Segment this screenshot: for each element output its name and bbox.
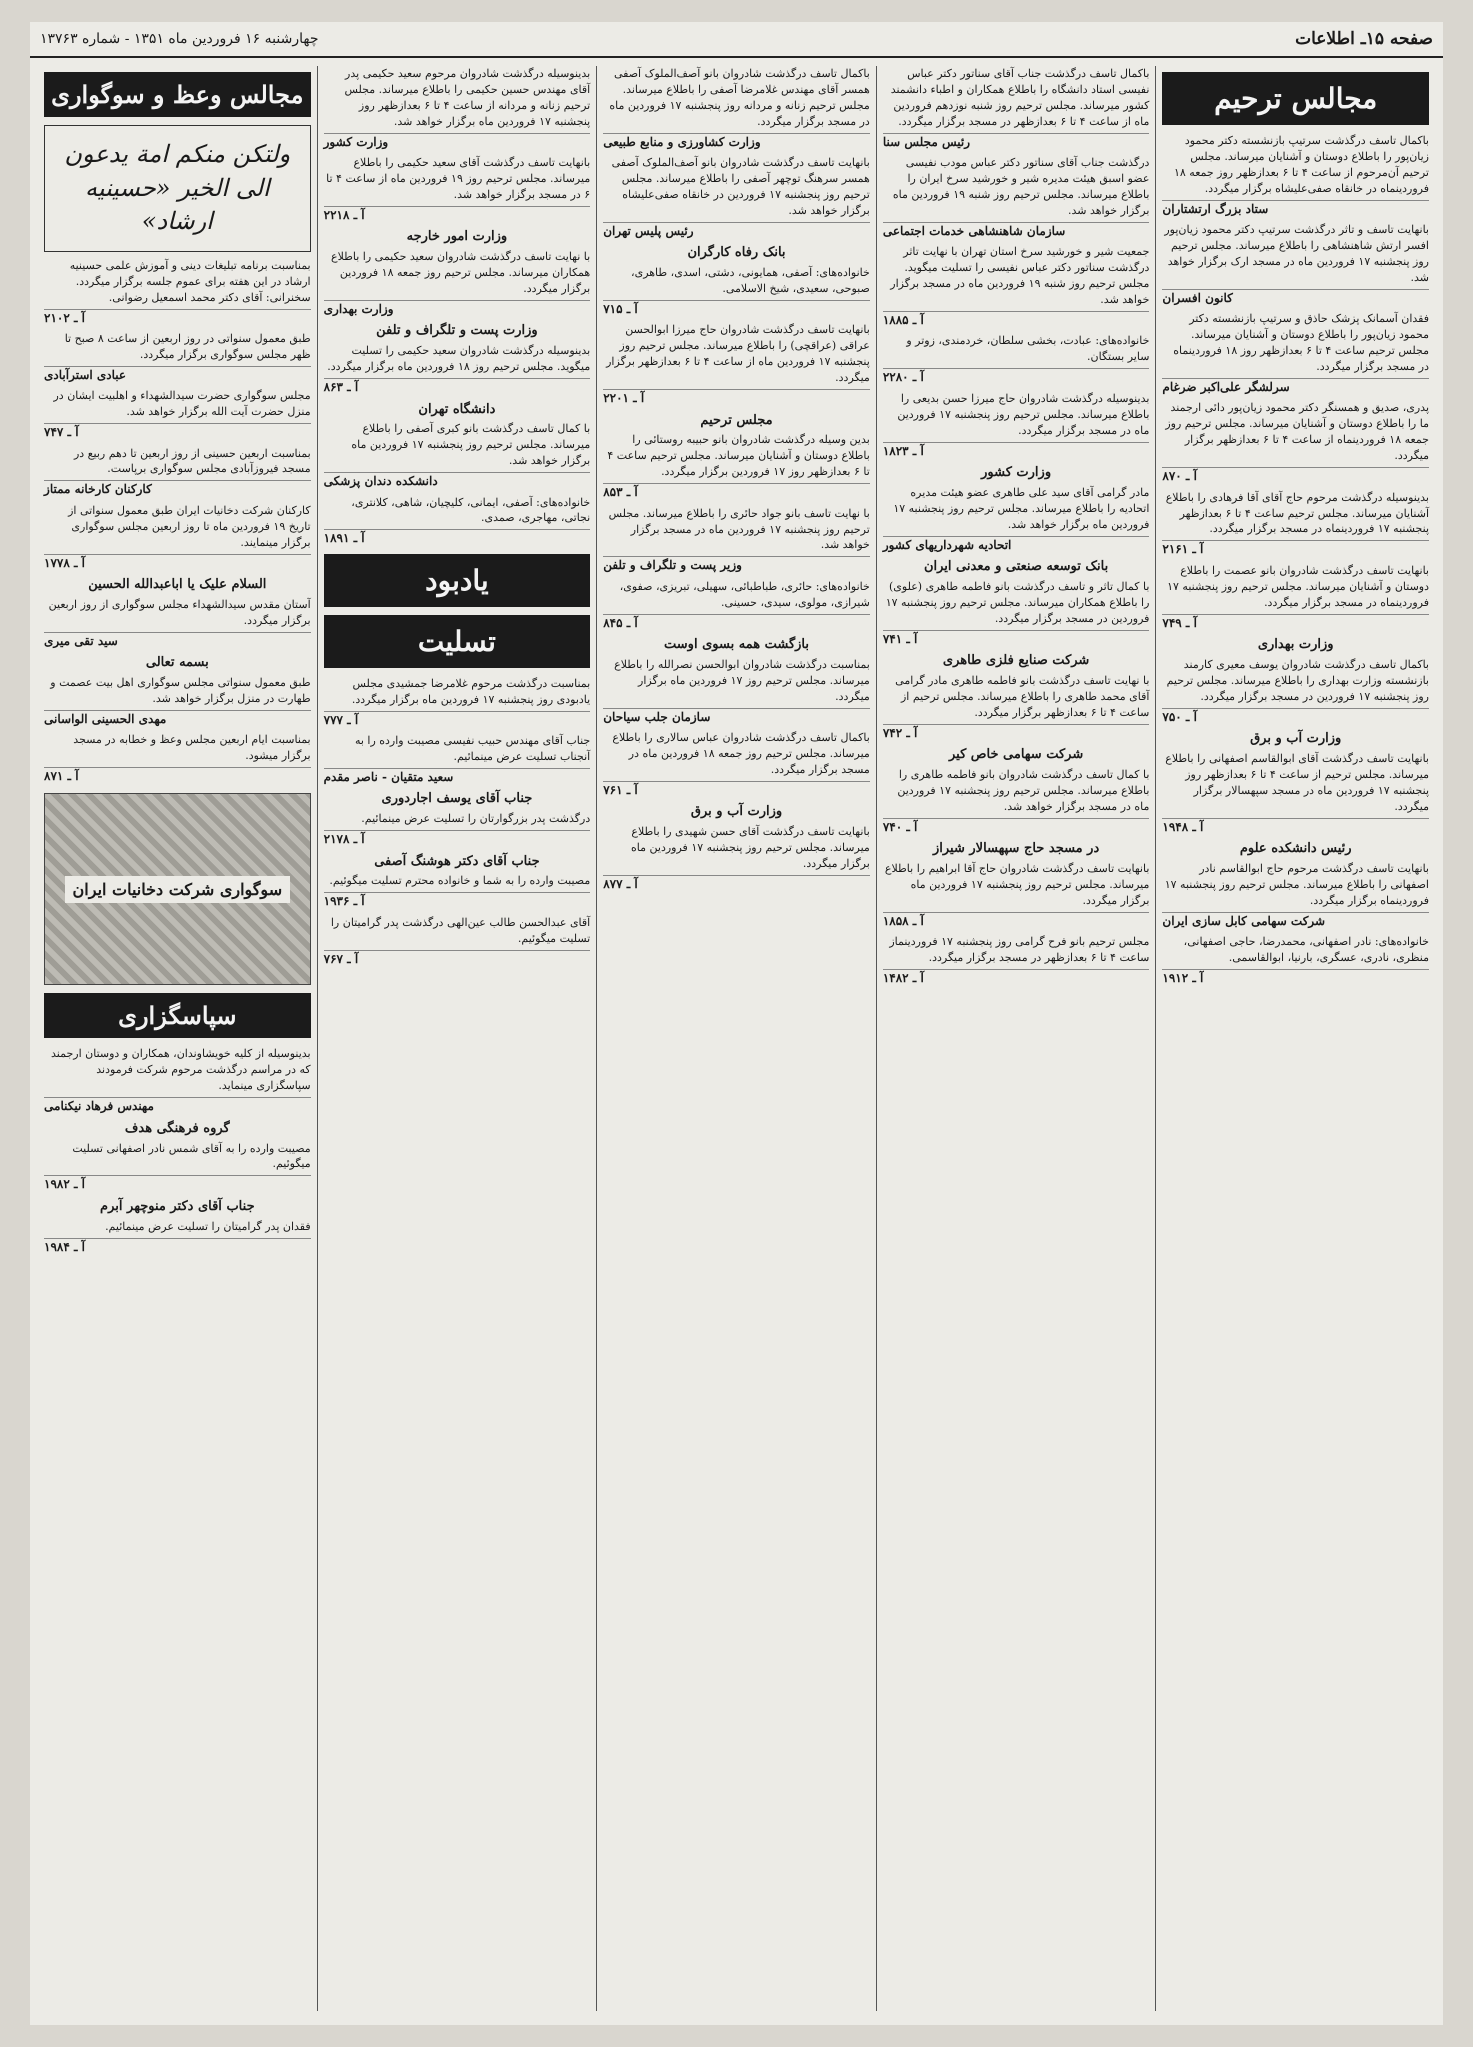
notice-body: بانهایت تاسف درگذشت شادروان حاج آقا ابراهیم را باطلاع میرساند. مجلس ترحیم روز پنجشنبه ۱۷ فروردین ماه برگزار میگردد. (883, 861, 1150, 913)
notice-signature: آ ـ ۱۷۷۸ (44, 555, 86, 570)
notice-signature: عبادی استرآبادی (44, 367, 127, 382)
notice-signature: آ ـ ۷۴۲ (882, 725, 918, 740)
notice (1162, 490, 1429, 559)
notice-body: خانواده‌های: نادر اصفهانی، محمدرضا، حاجی اصفهانی، منظری، نادری، عسگری، بارنیا، ابوالقاسمی. (1162, 934, 1429, 970)
notice-body: پدری، صدیق و همسنگر دکتر محمود زیان‌پور دائی ارجمند ما را باطلاع دوستان و آشنایان میرساند. مجلس ترحیم روز جمعه ۱۸ فروردینماه از ساعت ۴ تا ۶ بعدازظهر برگزار میگردد. (1162, 400, 1429, 468)
notice-body: طبق معمول سنواتی در روز اربعین از ساعت ۸ صبح تا ظهر مجلس سوگواری برگزار میگردد. (44, 331, 311, 367)
notice-signature: آ ـ ۱۸۲۳ (882, 443, 924, 458)
notice-signature: آ ـ ۱۸۵۸ (882, 913, 924, 928)
notice-signature: آ ـ ۱۹۸۴ (44, 1239, 86, 1254)
notice-signature: آ ـ ۷۴۹ (1162, 615, 1197, 630)
notice-signature: کارکنان کارخانه ممتاز (44, 482, 152, 497)
notice-title: السلام علیک یا اباعبدالله الحسین (88, 576, 267, 592)
notice-signature: آ ـ ۱۹۸۲ (44, 1177, 86, 1192)
notice-signature: آ ـ ۷۴۰ (882, 819, 918, 834)
notice-signature: آ ـ ۱۸۹۱ (323, 531, 365, 546)
notice (883, 840, 1150, 930)
column-notices (44, 258, 311, 786)
notice (324, 322, 591, 396)
notice (603, 155, 870, 240)
column-notices (1162, 133, 1429, 987)
notice-body: بانهایت تاسف درگذشت آقای سعید حکیمی را باطلاع میرساند. مجلس ترحیم روز ۱۹ فروردین ماه از ساعت ۴ تا ۶ در مسجد برگزار خواهد شد. (324, 155, 591, 207)
notice-body: بانهایت تاسف درگذشت شادروان بانو آصف‌الملوک آصفی همسر سرهنگ توچهر آصفی را باطلاع میرساند. مجلس ترحیم روز پنجشنبه ۱۷ فروردین در خانقاه صفی‌علیشاه برگزار خواهد شد. (603, 155, 870, 223)
notice (883, 464, 1150, 554)
notice (324, 915, 591, 968)
notice-signature: آ ـ ۷۴۷ (44, 425, 79, 440)
issue-date: چهارشنبه ۱۶ فروردین ماه ۱۳۵۱ - شماره ۱۳۷۶۳ (40, 31, 319, 47)
notice (44, 1120, 311, 1194)
notice-body: مصیبت وارده را به شما و خانواده محترم تسلیت میگوئیم. (324, 873, 591, 893)
notice-title: بانک رفاه کارگران (687, 245, 786, 261)
notice-body: بمناسبت درگذشت مرحوم غلامرضا جمشیدی مجلس یادبودی روز پنجشنبه ۱۷ فروردین ماه برگزار میگردد. (324, 676, 591, 712)
notice (1162, 133, 1429, 218)
notice-body: بانهایت تاسف و تاثر درگذشت سرتیپ دکتر محمود زیان‌پور افسر ارتش شاهنشاهی را باطلاع میرساند. مجلس ترحیم روز پنجشنبه ۱۷ فروردین ماه در مسجد ارک برگزار خواهد شد. (1162, 222, 1429, 290)
column-notices (883, 66, 1150, 987)
notice-title: گروه فرهنگی هدف (124, 1120, 230, 1136)
column-1 (1155, 66, 1435, 2011)
notice (324, 155, 591, 224)
notice-signature: آ ـ ۷۶۷ (323, 951, 359, 966)
notice-body: بمناسبت ایام اربعین مجلس وعظ و خطابه در مسجد برگزار میشود. (44, 732, 311, 768)
notice-signature: آ ـ ۲۱۰۲ (44, 310, 86, 325)
notice-signature: مهندس فرهاد نیکنامی (44, 1099, 154, 1114)
notice-signature: آ ـ ۸۷۰ (1162, 469, 1197, 484)
notice-body: بمناسبت درگذشت شادروان ابوالحسن نصرالله را باطلاع میرساند. مجلس ترحیم روز ۱۷ فروردین ماه برگزار میگردد. (603, 657, 870, 709)
notice-signature: آ ـ ۲۱۷۸ (323, 832, 365, 847)
banner-yadbood: یادبود (324, 554, 591, 607)
notice-signature: آ ـ ۲۱۶۱ (1162, 542, 1204, 557)
notice-title: بانک توسعه صنعتی و معدنی ایران (923, 558, 1109, 574)
column-notices (44, 1046, 311, 1255)
notice (1162, 934, 1429, 987)
notice-signature: آ ـ ۷۶۱ (603, 782, 638, 797)
notice (324, 228, 591, 318)
notice (603, 579, 870, 632)
notice (44, 446, 311, 499)
notice (44, 503, 311, 572)
notice-title: وزارت پست و تلگراف و تلفن (376, 323, 538, 339)
notice-title: وزارت آب و برق (690, 804, 783, 820)
notice-signature: سید تقی میری (44, 633, 118, 648)
notice-signature: آ ـ ۸۷۷ (603, 876, 638, 891)
notice-body: مصیبت وارده را به آقای شمس نادر اصفهانی تسلیت میگوئیم. (44, 1141, 311, 1177)
notice-signature: ستاد بزرگ ارتشتاران (1162, 201, 1269, 216)
notice (324, 853, 591, 911)
notice (883, 244, 1150, 329)
notice (1162, 730, 1429, 836)
notice-title: وزارت آب و برق (1250, 731, 1342, 747)
notice-signature: وزارت کشاورزی و منابع طبیعی (603, 134, 761, 149)
notice (1162, 840, 1429, 930)
notice-signature: آ ـ ۲۲۸۰ (882, 370, 924, 385)
notice (44, 1046, 311, 1115)
banner-majales-tarhim: مجالس ترحیم (1162, 72, 1429, 125)
notice (44, 331, 311, 384)
notice (883, 66, 1150, 151)
notice (324, 733, 591, 786)
notice-signature: آ ـ ۱۹۴۸ (1162, 819, 1204, 834)
notice-body: خانواده‌های: حائری، طباطبائی، سهیلی، تبریزی، صفوی، شیرازی، مولوی، سیدی، حسینی. (603, 579, 870, 615)
banner-sepasgozari: سپاسگزاری (44, 993, 311, 1038)
notice-signature: کانون افسران (1162, 290, 1233, 305)
notice (603, 244, 870, 318)
notice (44, 576, 311, 650)
notice-body: بمناسبت برنامه تبلیغات دینی و آموزش علمی حسینیه ارشاد در این هفته برای عموم جلسه برگزار میگردد. سخنرانی: آقای دکتر محمد اسمعیل رضوانی. (44, 258, 311, 310)
notice-body: بانهایت تاسف درگذشت آقای حسن شهیدی را باطلاع میرساند. مجلس ترحیم روز پنجشنبه ۱۷ فروردین ماه برگزار میگردد. (603, 824, 870, 876)
column-3 (596, 66, 876, 2011)
notice (883, 934, 1150, 987)
notice-body: خانواده‌های: عبادت، بخشی سلطان، خردمندی، زوتر و سایر بستگان. (883, 333, 1150, 369)
notice (883, 746, 1150, 836)
notice-title: وزارت کشور (981, 464, 1052, 480)
notice (1162, 222, 1429, 307)
columns (38, 66, 1435, 2011)
notice-body: بدین وسیله درگذشت شادروان بانو حبیبه روستائی را باطلاع دوستان و آشنایان میرساند. مجلس ترحیم ساعت ۴ تا ۶ بعدازظهر روز ۱۷ فروردین برگزار میگردد. (603, 432, 870, 484)
notice-body: بدینوسیله درگذشت شادروان مرحوم سعید حکیمی پدر آقای مهندس حسین حکیمی را باطلاع میرساند. مجلس ترحیم زنانه و مردانه از ساعت ۴ تا ۶ بعدازظهر روز پنجشنبه ۱۷ فروردین ماه برگزار خواهد شد. (324, 66, 591, 134)
notice (603, 322, 870, 407)
notice (883, 558, 1150, 648)
notice-signature: دانشکده دندان پزشکی (323, 474, 438, 489)
image-caption: سوگواری شرکت دخانیات ایران (65, 876, 291, 903)
notice-signature: آ ـ ۸۷۱ (44, 769, 79, 784)
notice-body: بدینوسیله درگذشت مرحوم حاج آقای آقا فرهادی را باطلاع آشنایان میرساند. مجلس ترحیم ساعت ۴ تا ۶ بعدازظهر پنجشنبه ۱۷ فروردینماه در مسجد برگزار میگردد. (1162, 490, 1429, 542)
notice-signature: آ ـ ۲۲۰۱ (603, 391, 645, 406)
notice-body: باکمال تاسف درگذشت شادروان بانو آصف‌الملوک آصفی همسر آقای مهندس غلامرضا آصفی را باطلاع میرساند. مجلس ترحیم زنانه و مردانه روز پنجشنبه ۱۷ فروردین ماه در مسجد برگزار میگردد. (603, 66, 870, 134)
notice-signature: مهدی الحسینی الواسانی (44, 711, 167, 726)
column-4 (317, 66, 597, 2011)
newspaper-page (30, 22, 1443, 2025)
notice-title: رئیس دانشکده علوم (1239, 841, 1352, 856)
notice-signature: آ ـ ۷۱۵ (603, 302, 638, 316)
notice-body: طبق معمول سنواتی مجلس سوگواری اهل بیت عصمت و طهارت در منزل برگزار خواهد شد. (44, 675, 311, 711)
notice-body: بانهایت تاسف درگذشت شادروان بانو عصمت را باطلاع دوستان و آشنایان میرساند. مجلس ترحیم روز پنجشنبه ۱۷ فروردینماه در مسجد برگزار میگردد. (1162, 563, 1429, 615)
notice-body: فقدان پدر گرامیتان را تسلیت عرض مینمائیم. (44, 1219, 311, 1239)
notice-signature: آ ـ ۷۵۰ (1162, 709, 1197, 724)
notice-body: آستان مقدس سیدالشهداء مجلس سوگواری از روز اربعین برگزار میگردد. (44, 597, 311, 633)
notice (1162, 400, 1429, 485)
notice-signature: آ ـ ۷۷۷ (323, 712, 359, 727)
notice-body: کارکنان شرکت دخانیات ایران طبق معمول سنواتی از تاریخ ۱۹ فروردین ماه تا روز اربعین مجلس سوگواری برگزار مینمایند. (44, 503, 311, 555)
notice-title: وزارت امور خارجه (406, 229, 508, 245)
notice (1162, 311, 1429, 396)
notice-body: مجلس سوگواری حضرت سیدالشهداء و اهلبیت ایشان در منزل حضرت آیت الله برگزار خواهد شد. (44, 388, 311, 424)
notice-title: وزارت بهداری (1257, 636, 1334, 652)
notice-body: با کمال تاسف درگذشت شادروان بانو فاطمه طاهری را باطلاع میرساند. مجلس ترحیم روز پنجشنبه ۱۷ فروردین ماه در مسجد برگزار خواهد شد. (883, 767, 1150, 819)
notice-body: بدینوسیله از کلیه خویشاوندان، همکاران و دوستان ارجمند که در مراسم درگذشت مرحوم شرکت فرمودند سپاسگزاری مینماید. (44, 1046, 311, 1098)
notice-signature: آ ـ ۲۲۱۸ (323, 207, 365, 222)
notice (1162, 636, 1429, 726)
column-5 (38, 66, 317, 2011)
notice-body: با نهایت تاسف درگذشت شادروان سعید حکیمی را باطلاع همکاران میرساند. مجلس ترحیم روز جمعه ۱۸ فروردین برگزار میگردد. (324, 249, 591, 301)
notice-body: بدینوسیله درگذشت شادروان حاج میرزا حسن بدیعی را باطلاع میرساند. مجلس ترحیم روز پنجشنبه ۱۷ فروردین ماه در مسجد برگزار میگردد. (883, 391, 1150, 443)
notice-body: باکمال تاسف درگذشت جناب آقای سناتور دکتر عباس نفیسی استاد دانشگاه را باطلاع همکاران و اطباء دانشمند کشور میرساند. مجلس ترحیم روز شنبه نوزدهم فروردین ماه از ساعت ۴ تا ۶ بعدازظهر در مسجد برگزار میگردد. (883, 66, 1150, 134)
notice (603, 803, 870, 893)
notice-title: دانشگاه تهران (418, 401, 496, 417)
notice-body: مجلس ترحیم بانو فرح گرامی روز پنجشنبه ۱۷ فروردینماز ساعت ۴ تا ۶ بعدازظهر در مسجد برگزار میگردد. (883, 934, 1150, 970)
notice-title: در مسجد حاج سپهسالار شیراز (932, 841, 1100, 857)
notice (883, 333, 1150, 386)
notice (324, 66, 591, 151)
notice-body: فقدان آسمانک پزشک حاذق و سرتیپ بازنشسته دکتر محمود زیان‌پور را باطلاع دوستان و آشنایان میرساند. مجلس ترحیم ساعت ۴ تا ۶ بعدازظهر روز ۱۸ فروردینماه در مسجد برگزار میگردد. (1162, 311, 1429, 379)
notice-title: شرکت سهامی خاص کیر (948, 747, 1084, 763)
notice-body: خانواده‌های: آصفی، همایونی، دشتی، اسدی، طاهری، صبوحی، سعیدی، شیخ الاسلامی. (603, 265, 870, 301)
notice-title: جناب آقای دکتر منوچهر آبرم (100, 1198, 255, 1214)
notice-body: با کمال تاسف درگذشت بانو کبری آصفی را باطلاع میرساند. مجلس ترحیم روز پنجشنبه ۱۷ فروردین ماه برگزار خواهد شد. (324, 421, 591, 473)
notice (603, 730, 870, 799)
notice (44, 388, 311, 441)
notice-body: آقای عبدالحسن طالب عین‌الهی درگذشت پدر گرامیتان را تسلیت میگوئیم. (324, 915, 591, 951)
notice-signature: سعید متقیان - ناصر مقدم (323, 769, 454, 784)
calligraphy-heading: ولتکن منکم امة یدعون الی الخیر «حسینیه ارشاد» (44, 125, 311, 252)
notice-body: با کمال تاثر و تاسف درگذشت بانو فاطمه طاهری (علوی) را باطلاع همکاران میرساند. مجلس ترحیم روز پنجشنبه ۱۷ فروردین در مسجد برگزار میگردد. (883, 579, 1150, 631)
notice-signature: آ ـ ۱۴۸۲ (882, 971, 924, 985)
notice (44, 654, 311, 728)
notice-body: با نهایت تاسف درگذشت بانو فاطمه طاهری مادر گرامی آقای محمد طاهری را باطلاع میرساند. مجلس ترحیم از ساعت ۴ تا ۶ بعدازظهر برگزار میگردد. (883, 673, 1150, 725)
notice-signature: آ ـ ۷۴۱ (882, 631, 918, 646)
notice (603, 506, 870, 575)
notice-signature: شرکت سهامی کابل سازی ایران (1162, 913, 1326, 928)
notice (603, 66, 870, 151)
notice-signature: رئیس پلیس تهران (603, 223, 694, 238)
column-notices (324, 66, 591, 548)
notice-signature: آ ـ ۱۹۱۲ (1162, 970, 1204, 985)
page-header (30, 22, 1443, 58)
notice-body: باکمال تاسف درگذشت شادروان عباس سالاری را باطلاع میرساند. مجلس ترحیم روز جمعه ۱۸ فروردین ماه در مسجد برگزار میگردد. (603, 730, 870, 782)
notice-signature: آ ـ ۱۹۳۶ (323, 894, 365, 909)
notice-body: خانواده‌های: آصفی، ایمانی، کلیچیان، شاهی، کلانتری، نجاتی، مهاجری، صمدی. (324, 495, 591, 531)
notice (324, 495, 591, 548)
notice-body: درگذشت پدر بزرگوارتان را تسلیت عرض مینمائیم. (324, 811, 591, 831)
notice-title: بازگشت همه بسوی اوست (664, 637, 809, 653)
column-notices (603, 66, 870, 893)
notice-signature: آ ـ ۸۶۳ (323, 380, 359, 395)
notice (883, 155, 1150, 240)
notice-body: جمعیت شیر و خورشید سرخ استان تهران با نهایت تاثر درگذشت سناتور دکتر عباس نفیسی را تسلیت میگوید. مجلس ترحیم روز شنبه ۱۹ فروردین ماه در مسجد برگزار خواهد شد. (883, 244, 1150, 312)
notice-title: مجلس ترحیم (700, 412, 773, 428)
notice-signature: سازمان جلب سیاحان (603, 709, 711, 724)
column-2 (876, 66, 1156, 2011)
column-notices (324, 676, 591, 968)
notice-body: با نهایت تاسف بانو جواد حائری را باطلاع میرساند. مجلس ترحیم روز پنجشنبه ۱۷ فروردین ماه در مسجد برگزار خواهد شد. (603, 506, 870, 558)
notice (883, 652, 1150, 742)
notice (44, 1198, 311, 1256)
notice-body: باکمال تاسف درگذشت شادروان یوسف معیری کارمند بازنشسته وزارت بهداری را باطلاع میرساند. مجلس ترحیم روز پنجشنبه ۱۷ فروردین در مسجد برگزار میگردد. (1162, 657, 1429, 709)
notice-signature: آ ـ ۸۵۳ (603, 485, 638, 500)
notice-body: باکمال تاسف درگذشت سرتیپ بازنشسته دکتر محمود زیان‌پور را باطلاع دوستان و آشنایان میرساند. مجلس ترحیم آن‌مرحوم از ساعت ۴ تا ۶ بعدازظهر روز جمعه ۱۸ فروردینماه در خانقاه صفی‌علیشاه برگزار میگردد. (1162, 133, 1429, 201)
notice-body: مادر گرامی آقای سید علی طاهری عضو هیئت مدیره اتحادیه را باطلاع میرساند. مجلس ترحیم روز پنجشنبه ۱۷ فروردین ماه برگزار خواهد شد. (883, 485, 1150, 537)
calligraphy-image (44, 793, 311, 985)
notice-signature: سازمان شاهنشاهی خدمات اجتماعی (882, 223, 1066, 238)
notice-signature: آ ـ ۱۸۸۵ (882, 313, 924, 328)
notice (44, 258, 311, 327)
notice-body: بانهایت تاسف درگذشت مرحوم حاج ابوالقاسم نادر اصفهانی را باطلاع میرساند. مجلس ترحیم روز پنجشنبه ۱۷ فروردینماه برگزار میگردد. (1162, 861, 1429, 913)
notice (883, 391, 1150, 460)
notice-signature: وزارت کشور (323, 134, 389, 149)
notice (1162, 563, 1429, 632)
notice (324, 401, 591, 491)
notice (324, 790, 591, 848)
notice-signature: سرلشگر علی‌اکبر ضرغام (1162, 380, 1290, 395)
notice-signature: آ ـ ۸۴۵ (603, 615, 638, 630)
banner-tasliyat: تسلیت (324, 615, 591, 668)
notice-body: درگذشت جناب آقای سناتور دکتر عباس مودب نفیسی عضو اسبق هیئت مدیره شیر و خورشید سرخ ایران را باطلاع میرساند. مجلس ترحیم روز شنبه ۱۹ فروردین ماه برگزار خواهد شد. (883, 155, 1150, 223)
notice-body: بانهایت تاسف درگذشت آقای ابوالقاسم اصفهانی را باطلاع میرساند. مجلس ترحیم از ساعت ۴ تا ۶ بعدازظهر روز پنجشنبه ۱۷ فروردین ماه در مسجد سپهسالار برگزار میگردد. (1162, 751, 1429, 819)
page-number: صفحه ۱۵ـ اطلاعات (1295, 29, 1433, 49)
banner-majales-vaz: مجالس وعظ و سوگواری (44, 72, 311, 117)
notice-title: بسمه تعالی (145, 655, 209, 671)
notice (603, 636, 870, 726)
notice (44, 732, 311, 785)
notice-body: بدینوسیله درگذشت شادروان سعید حکیمی را تسلیت میگوید. مجلس ترحیم روز ۱۸ فروردین ماه برگزار میگردد. (324, 343, 591, 379)
notice-signature: وزارت بهداری (323, 302, 394, 316)
notice-signature: وزیر پست و تلگراف و تلفن (603, 558, 742, 573)
notice-body: جناب آقای مهندس حبیب نفیسی مصیبت وارده را به آنجناب تسلیت عرض مینمائیم. (324, 733, 591, 769)
notice (603, 412, 870, 502)
notice-body: بانهایت تاسف درگذشت شادروان حاج میرزا ابوالحسن عراقی (عراقچی) را باطلاع میرساند. مجلس ترحیم روز پنجشنبه ۱۷ فروردین ماه از ساعت ۴ تا ۶ بعدازظهر برگزار میگردد. (603, 322, 870, 390)
notice (324, 676, 591, 729)
notice-signature: رئیس مجلس سنا (882, 134, 970, 149)
notice-signature: اتحادیه شهرداریهای کشور (882, 537, 1012, 552)
notice-title: شرکت صنایع فلزی طاهری (942, 652, 1090, 668)
notice-title: جناب آقای یوسف اجاردوری (381, 791, 533, 807)
notice-body: بمناسبت اربعین حسینی از روز اربعین تا دهم ربیع در مسجد فیروزآبادی مجلس سوگواری برپاست. (44, 446, 311, 482)
notice-title: جناب آقای دکتر هوشنگ آصفی (374, 853, 540, 869)
